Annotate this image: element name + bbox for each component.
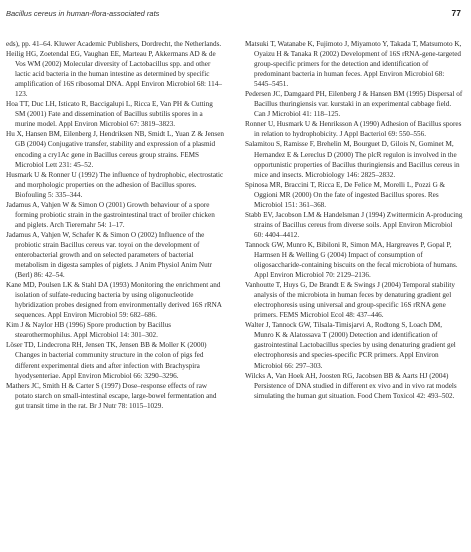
reference-entry: eds), pp. 41–64. Kluwer Academic Publishers, Dordrecht, the Netherlands.	[6, 40, 222, 48]
reference-entry: Spinosa MR, Braccini T, Ricca E, De Felice M, Morelli L, Pozzi G & Oggioni MR (2000) On the fate of ingested Bacillus spores. Res Microbiol 151: 361–368.	[245, 180, 446, 209]
reference-entry: Tannock GW, Munro K, Bibiloni R, Simon MA, Hargreaves P, Gopal P, Harmsen H & Welling G (2004) Impact of consumption of oligosaccharide-containing biscuits on the fecal microbiota of humans. Appl Environ Microbiol 70: 2129–2136.	[245, 240, 458, 280]
reference-entry: Mathers JC, Smith H & Carter S (1997) Dose–response effects of raw potato starch on small-intestinal escape, large-bowel fermentation and gut transit time in the rat. Br J Nutr 78: 1015–1029.	[6, 381, 217, 410]
reference-entry: Wilcks A, Van Hoek AH, Joosten RG, Jacobsen BB & Aarts HJ (2004) Persistence of DNA studied in different ex vivo and in vivo rat models simulating the human gut situation. Food Chem Toxicol 42: 493–502.	[245, 371, 457, 400]
reference-entry: Kim J & Naylor HB (1996) Spore production by Bacillus stearothermophilus. Appl Microbiol 14: 301–302.	[6, 321, 172, 340]
reference-entry: Stabb EV, Jacobson LM & Handelsman J (1994) Zwittermicin A-producing strains of Bacillus cereus from diverse soils. Appl Environ Microbiol 60: 4404–4412.	[245, 210, 463, 239]
references-left-column	[6, 39, 224, 411]
page-header	[6, 9, 461, 23]
page-number: 77	[451, 8, 461, 18]
reference-entry: Matsuki T, Watanabe K, Fujimoto J, Miyamoto Y, Takada T, Matsumoto K, Oyaizu H & Tanaka R (2002) Development of 16S rRNA-gene-targeted group-specific primers for the detection and identification of predominant bacteria in human feces. Appl Environ Microbiol 68: 5445–5451.	[245, 40, 462, 89]
reference-entry: Vanhoutte T, Huys G, De Brandt E & Swings J (2004) Temporal stability analysis of the microbiota in human feces by denaturing gradient gel electrophoresis using universal and group-specific 16S rRNA gene primers. FEMS Microbiol Ecol 48: 437–446.	[245, 281, 455, 320]
reference-entry: Löser TD, Lindecrona RH, Jensen TK, Jensen BB & Moller K (2000) Changes in bacterial community structure in the colon of pigs fed different experimental diets and after infection with Brachyspira hyodysenteriae. Appl Environ Microbiol 66: 3290–3296.	[6, 341, 207, 380]
reference-entry: Hoa TT, Duc LH, Isticato R, Baccigalupi L, Ricca E, Van PH & Cutting SM (2001) Fate and dissemination of Bacillus subtilis spores in a murine model. Appl Environ Microbiol 67: 3819–3823.	[6, 100, 213, 129]
reference-entry: Jadamus A, Vahjen W & Simon O (2001) Growth behaviour of a spore forming probiotic strain in the gastrointestinal tract of broiler chicken and piglets. Arch Tierernahr 54: 1–17.	[6, 200, 215, 229]
running-head: Bacillus cereus in human-flora-associated rats	[6, 9, 160, 18]
reference-entry: Jadamus A, Vahjen W, Schafer K & Simon O (2002) Influence of the probiotic strain Bacillus cereus var. toyoi on the development of enterobacterial growth and on selected parameters of bacterial metabolism in digesta samples of piglets. J Anim Physiol Anim Nutr (Berl) 86: 42–54.	[6, 230, 213, 280]
reference-entry: Salamitou S, Ramisse F, Brehelin M, Bourguet D, Gilois N, Gominet M, Hernandez E & Lereclus D (2000) The plcR regulon is involved in the opportunistic properties of Bacillus thuringiensis and Bacillus cereus in mice and insects. Microbiology 146: 2825–2832.	[245, 140, 460, 179]
reference-entry: Kane MD, Poulsen LK & Stahl DA (1993) Monitoring the enrichment and isolation of sulfate-reducing bacteria by using oligonucleotide hybridization probes designed from environmentally derived 16S rRNA sequences. Appl Environ Microbiol 59: 682–686.	[6, 281, 222, 320]
references-right-column	[245, 39, 463, 401]
reference-entry: Ronner U, Husmark U & Henriksson A (1990) Adhesion of Bacillus spores in relation to hydrophobicity. J Appl Bacteriol 69: 550–556.	[245, 120, 462, 139]
reference-entry: Husmark U & Ronner U (1992) The influence of hydrophobic, electrostatic and morphologic properties on the adhesion of Bacillus spores. Biofouling 5: 335–344.	[6, 170, 224, 199]
reference-entry: Heilig HG, Zoetendal EG, Vaughan EE, Marteau P, Akkermans AD & de Vos WM (2002) Molecular diversity of Lactobacillus spp. and other lactic acid bacteria in the human intestine as determined by specific amplification of 16S ribosomal DNA. Appl Environ Microbiol 68: 114–123.	[6, 50, 222, 99]
reference-entry: Pedersen JC, Damgaard PH, Eilenberg J & Hansen BM (1995) Dispersal of Bacillus thuringiensis var. kurstaki in an experimental cabbage field. Can J Microbiol 41: 118–125.	[245, 90, 463, 119]
reference-entry: Hu X, Hansen BM, Eilenberg J, Hendriksen NB, Smidt L, Yuan Z & Jensen GB (2004) Conjugative transfer, stability and expression of a plasmid encoding a cry1Ac gene in Bacillus cereus group strains. FEMS Microbiol Lett 231: 45–52.	[6, 130, 224, 169]
reference-entry: Walter J, Tannock GW, Tilsala-Timisjarvi A, Rodtong S, Loach DM, Munro K & Alatossava T (2000) Detection and identification of gastrointestinal Lactobacillus species by using denaturing gradient gel electrophoresis and species-specific PCR primers. Appl Environ Microbiol 66: 297–303.	[245, 321, 456, 370]
